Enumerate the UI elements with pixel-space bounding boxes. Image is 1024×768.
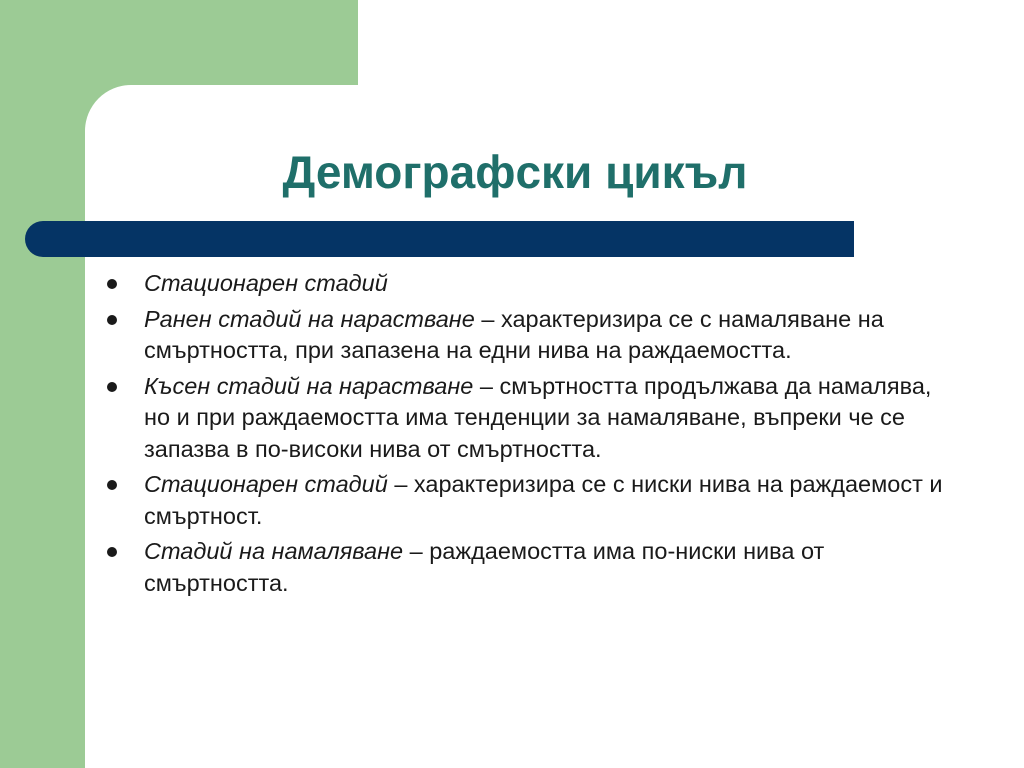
item-text: – характеризира се с намаляване на смъртността, при запазена на едни нива на раждаемостта.	[144, 305, 884, 363]
list-item	[103, 304, 943, 367]
item-term: Ранен стадий на нарастване	[144, 305, 475, 332]
item-text: – раждаемостта има по-ниски нива от смъртността.	[144, 538, 825, 596]
bullet-dot-icon	[107, 279, 117, 289]
bullet-dot-icon	[107, 547, 117, 557]
item-text: – смъртността продължава да намалява, но и при раждаемостта има тенденции за намаляване, въпреки че се запазва в по-високи нива от смъртността.	[144, 372, 932, 462]
slide-title: Демографски цикъл	[282, 146, 748, 198]
bullet-list	[103, 268, 943, 603]
list-item	[103, 268, 943, 300]
title-underline-bar	[25, 221, 854, 257]
bullet-dot-icon	[107, 382, 117, 392]
list-item	[103, 469, 943, 532]
bullet-dot-icon	[107, 480, 117, 490]
item-term: Стационарен стадий	[144, 471, 388, 497]
item-term: Стационарен стадий	[144, 270, 388, 296]
bullet-dot-icon	[107, 315, 117, 325]
item-term: Стадий на намаляване	[144, 538, 404, 564]
list-item	[103, 536, 943, 599]
list-item	[103, 371, 943, 466]
item-text: – характеризира се с ниски нива на раждаемост и смъртност.	[144, 471, 943, 529]
item-term: Късен стадий на нарастване	[144, 372, 474, 399]
